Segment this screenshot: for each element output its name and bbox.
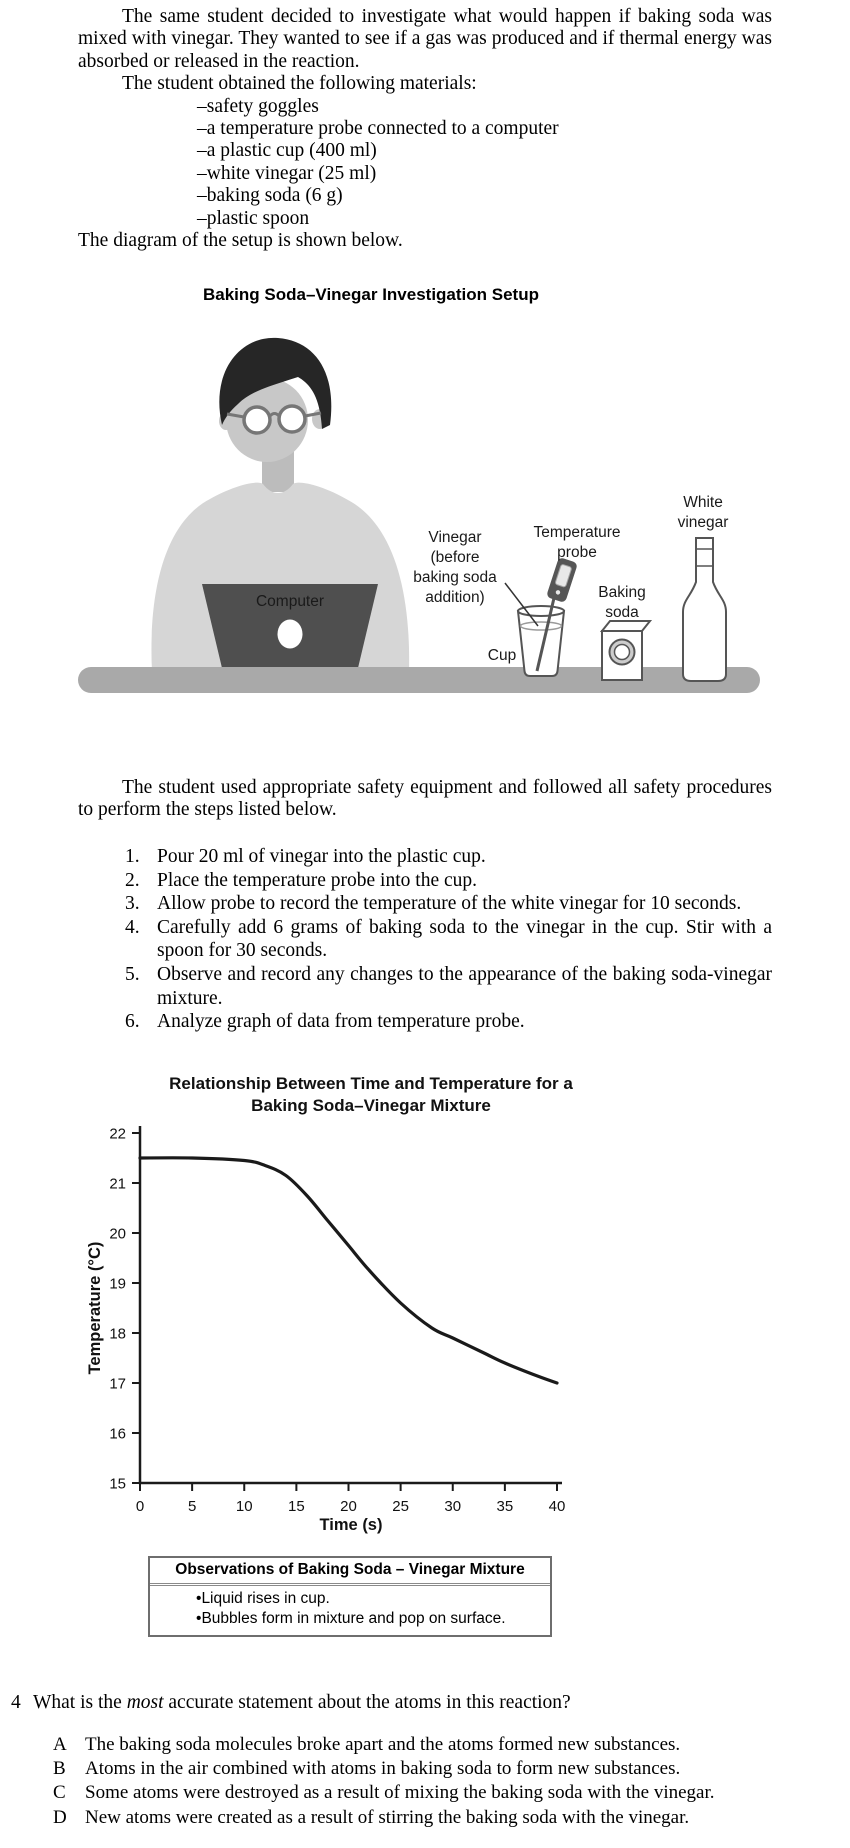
- x-tick-label: 5: [187, 1498, 197, 1515]
- question-text-prefix: What is the: [33, 1692, 127, 1713]
- option-row: [53, 1781, 772, 1805]
- y-axis-label: Temperature (°C): [86, 1241, 104, 1375]
- option-letter: A: [53, 1734, 67, 1755]
- x-tick-label: 20: [340, 1498, 357, 1515]
- observations-table: [148, 1556, 552, 1637]
- svg-text:Vinegar: Vinegar: [428, 529, 482, 546]
- step-text: Observe and record any changes to the appearance of the baking soda-vinegar mixture.: [157, 963, 772, 1009]
- intro-paragraph: The same student decided to investigate what would happen if baking soda was mixed with vinegar. They wanted to see if a gas was produced and if thermal energy was absorbed or released in the reaction.: [78, 6, 772, 72]
- question-text-suffix: accurate statement about the atoms in this reaction?: [163, 1692, 571, 1713]
- svg-text:Temperature: Temperature: [533, 524, 621, 541]
- option-letter: B: [53, 1758, 66, 1780]
- x-axis-label: Time (s): [319, 1516, 383, 1534]
- question-text: [33, 1692, 757, 1714]
- observations-body: [150, 1586, 550, 1635]
- x-tick-label: 0: [135, 1498, 145, 1515]
- option-text: Some atoms were destroyed as a result of mixing the baking soda with the vinegar.: [85, 1782, 715, 1804]
- computer-label: Computer: [255, 593, 325, 610]
- svg-text:addition): addition): [425, 589, 485, 606]
- material-item: – baking soda (6 g): [197, 185, 772, 207]
- materials-list: [78, 96, 772, 230]
- setup-diagram: [60, 330, 850, 730]
- step-text: Allow probe to record the temperature of the white vinegar for 10 seconds.: [157, 893, 742, 915]
- step-row: [125, 1010, 772, 1034]
- y-tick-label: 18: [109, 1325, 126, 1343]
- question-number: 4: [11, 1692, 21, 1713]
- diagram-note: The diagram of the setup is shown below.: [78, 230, 403, 252]
- step-row: [125, 845, 772, 869]
- svg-text:White: White: [683, 494, 723, 511]
- y-tick-label: 21: [109, 1175, 126, 1193]
- chart-title-line2: Baking Soda–Vinegar Mixture: [251, 1096, 491, 1115]
- svg-text:vinegar: vinegar: [677, 514, 729, 531]
- chart-plot-area: [109, 1126, 565, 1516]
- temperature-curve: [140, 1158, 557, 1383]
- step-number: 6.: [125, 1011, 140, 1033]
- question-text-italic: most: [126, 1692, 164, 1713]
- material-item: – white vinegar (25 ml): [197, 163, 772, 185]
- step-row: [125, 869, 772, 893]
- svg-text:(before: (before: [430, 549, 480, 566]
- step-number: 5.: [125, 963, 140, 985]
- option-letter: D: [53, 1806, 67, 1828]
- table-surface: [78, 667, 760, 693]
- option-text: New atoms were created as a result of stirring the baking soda with the vinegar.: [85, 1806, 690, 1828]
- x-tick-label: 25: [392, 1498, 409, 1515]
- chart-title-line1: Relationship Between Time and Temperature for a: [169, 1074, 573, 1093]
- baking-soda-box: [602, 621, 650, 680]
- safety-section: [78, 777, 772, 822]
- option-row: [53, 1733, 772, 1757]
- step-row: [125, 963, 772, 1010]
- safety-paragraph: The student used appropriate safety equipment and followed all safety procedures to perform the steps listed below.: [78, 777, 772, 821]
- baking-soda-label: [598, 584, 645, 621]
- observation-item: • Liquid rises in cup.: [196, 1589, 542, 1609]
- procedure-steps: [125, 845, 772, 1034]
- y-tick-label: 19: [109, 1275, 126, 1293]
- laptop: [202, 584, 378, 668]
- svg-text:Baking: Baking: [598, 584, 646, 601]
- material-item: – a plastic cup (400 ml): [197, 140, 772, 162]
- temperature-probe: [546, 557, 578, 603]
- x-tick-label: 35: [496, 1498, 514, 1515]
- materials-intro: The student obtained the following materials:: [122, 73, 477, 95]
- svg-text:soda: soda: [605, 604, 639, 621]
- option-text: The baking soda molecules broke apart and the atoms formed new substances.: [85, 1734, 681, 1755]
- white-vinegar-label: [678, 494, 729, 531]
- x-tick-label: 15: [288, 1498, 305, 1515]
- y-tick-label: 22: [109, 1125, 126, 1143]
- y-tick-label: 17: [109, 1375, 126, 1393]
- svg-text:baking soda: baking soda: [413, 569, 497, 586]
- vinegar-label: [413, 529, 497, 606]
- temperature-line-chart: [0, 1058, 850, 1553]
- temperature-probe-label: [533, 524, 620, 561]
- svg-text:probe: probe: [557, 544, 597, 561]
- option-row: [53, 1757, 772, 1781]
- step-text: Analyze graph of data from temperature probe.: [157, 1011, 525, 1033]
- observation-item: • Bubbles form in mixture and pop on surface.: [196, 1609, 542, 1629]
- intro-section: [78, 6, 772, 252]
- y-tick-label: 15: [109, 1475, 126, 1493]
- laptop-logo-icon: [278, 620, 303, 649]
- setup-diagram-title: Baking Soda–Vinegar Investigation Setup: [203, 285, 539, 304]
- step-text: Place the temperature probe into the cup.: [157, 869, 477, 891]
- observations-title: Observations of Baking Soda – Vinegar Mixture: [150, 1558, 550, 1586]
- step-text: Pour 20 ml of vinegar into the plastic cup.: [157, 846, 486, 867]
- y-tick-label: 20: [109, 1225, 126, 1243]
- material-item: – a temperature probe connected to a computer: [197, 118, 772, 140]
- step-row: [125, 892, 772, 916]
- x-tick-label: 10: [235, 1498, 253, 1515]
- option-text: Atoms in the air combined with atoms in baking soda to form new substances.: [85, 1758, 681, 1780]
- step-row: [125, 916, 772, 963]
- x-tick-label: 40: [548, 1498, 566, 1515]
- answer-options: [53, 1733, 772, 1830]
- step-text: Carefully add 6 grams of baking soda to the vinegar in the cup. Stir with a spoon for 30 seconds.: [157, 916, 772, 962]
- cup-label: Cup: [487, 647, 517, 664]
- option-letter: C: [53, 1782, 66, 1804]
- material-item: – safety goggles: [197, 96, 772, 118]
- material-item: – plastic spoon: [197, 208, 772, 230]
- step-number: 1.: [125, 846, 140, 867]
- vinegar-bottle: [683, 538, 726, 681]
- y-tick-label: 16: [109, 1425, 126, 1443]
- step-number: 3.: [125, 893, 140, 915]
- x-tick-label: 30: [444, 1498, 462, 1515]
- option-row: [53, 1806, 772, 1830]
- step-number: 4.: [125, 916, 140, 938]
- step-number: 2.: [125, 869, 140, 891]
